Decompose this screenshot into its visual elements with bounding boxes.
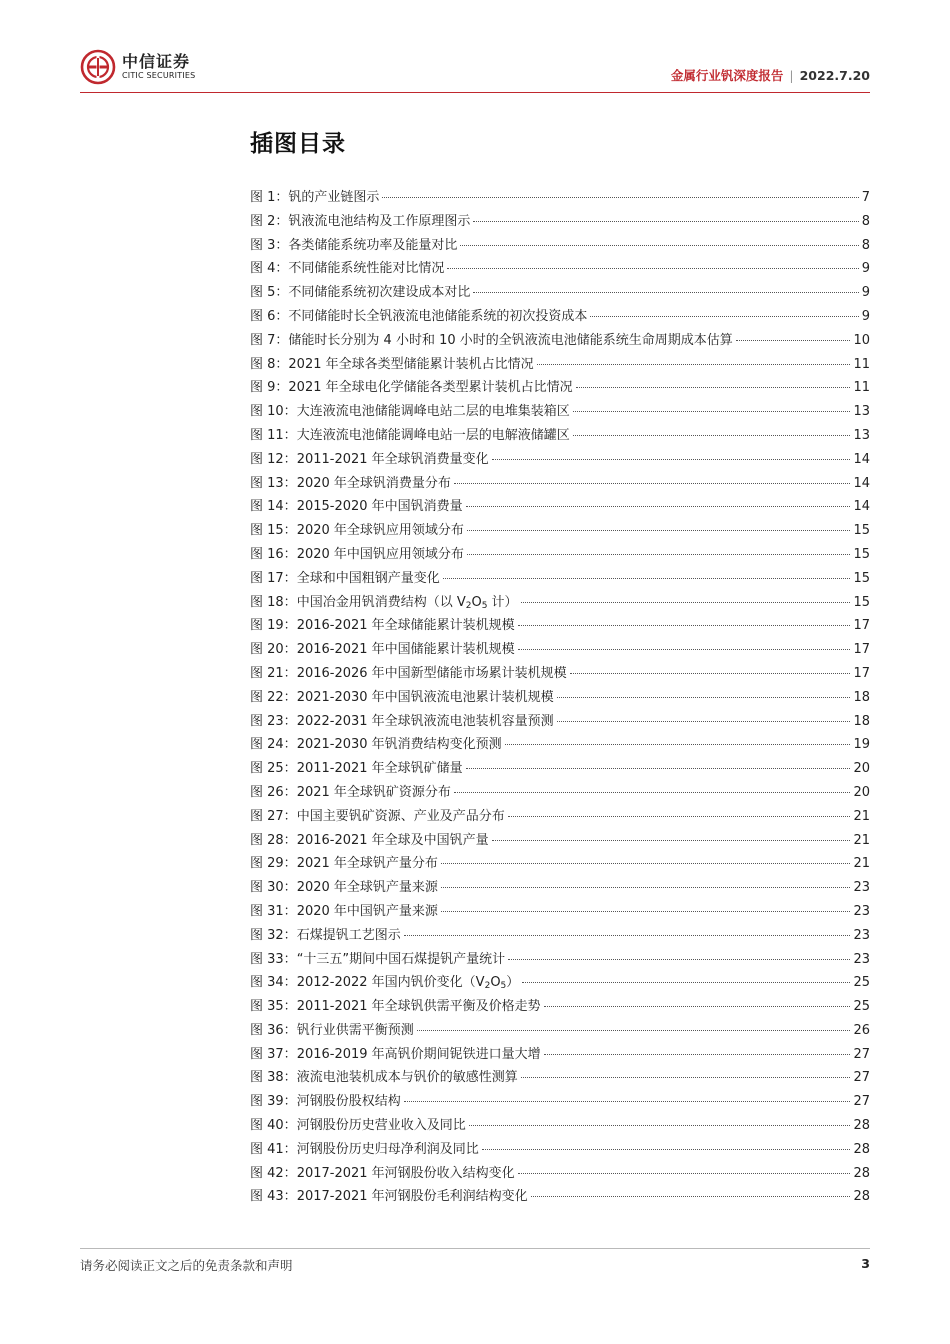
toc-entry-title: 2021 年全球电化学储能各类型累计装机占比情况	[288, 380, 573, 396]
toc-entry-title: 各类储能系统功率及能量对比	[288, 237, 458, 253]
toc-entry-title: 河钢股份历史营业收入及同比	[296, 1118, 466, 1134]
toc-entry[interactable]	[250, 1138, 870, 1162]
toc-entry-title: 2021 年全球钒产量分布	[296, 856, 438, 872]
toc-entry[interactable]	[250, 234, 870, 258]
toc-entry[interactable]	[250, 424, 870, 448]
toc-entry[interactable]	[250, 1162, 870, 1186]
footer-disclaimer[interactable]: 请务必阅读正文之后的免责条款和声明	[80, 1258, 293, 1273]
toc-entry-label: 图 7：	[250, 332, 289, 348]
toc-entry-text	[297, 591, 518, 615]
toc-entry[interactable]	[250, 448, 870, 472]
toc-entry-page: 19	[853, 737, 870, 753]
toc-entry-label: 图 22：	[250, 689, 297, 705]
toc-entry-text	[297, 662, 567, 686]
toc-entry[interactable]	[250, 614, 870, 638]
toc-entry-text	[288, 234, 457, 258]
toc-entry[interactable]	[250, 829, 870, 853]
toc-dot-leader	[570, 673, 851, 674]
toc-entry-label: 图 13：	[250, 475, 297, 491]
toc-entry[interactable]	[250, 1090, 870, 1114]
toc-entry-page: 27	[853, 1094, 870, 1110]
toc-entry-text	[297, 567, 440, 591]
logo-english-name: CITIC SECURITIES	[122, 71, 196, 80]
toc-entry-page: 7	[861, 190, 870, 205]
toc-entry[interactable]	[250, 567, 870, 591]
toc-entry-label: 图 32：	[250, 927, 297, 943]
toc-entry-page: 13	[853, 427, 870, 443]
toc-entry-text	[297, 1043, 541, 1067]
toc-entry-label: 图 30：	[250, 880, 297, 896]
toc-entry-page: 27	[853, 1070, 870, 1086]
toc-entry-page: 14	[853, 451, 870, 467]
toc-entry-label: 图 23：	[250, 713, 297, 729]
toc-entry[interactable]	[250, 400, 870, 424]
toc-entry-label: 图 15：	[250, 523, 297, 539]
toc-dot-leader	[469, 1125, 851, 1126]
toc-entry-title: 2020 年中国钒产量来源	[296, 903, 438, 919]
toc-entry-text	[297, 971, 520, 995]
header-report-info	[671, 66, 870, 84]
toc-entry-page: 8	[861, 237, 870, 253]
toc-dot-leader	[441, 887, 851, 888]
toc-entry-page: 23	[853, 903, 870, 919]
toc-entry-page: 28	[853, 1165, 870, 1181]
toc-entry-label: 图 27：	[250, 808, 297, 824]
toc-entry-page: 23	[853, 951, 870, 967]
toc-entry-page: 11	[853, 356, 870, 372]
toc-entry-label: 图 20：	[250, 642, 297, 658]
citic-logo-icon	[80, 49, 116, 85]
toc-entry-title: 河钢股份历史归母净利润及同比	[296, 1141, 479, 1157]
toc-entry-title: “十三五”期间中国石煤提钒产量统计	[296, 951, 506, 967]
toc-entry-title: 2016-2026 年中国新型储能市场累计装机规模	[296, 665, 567, 681]
toc-entry-title: 不同储能系统初次建设成本对比	[288, 285, 471, 301]
toc-dot-leader	[573, 435, 851, 436]
toc-dot-leader	[443, 578, 851, 579]
toc-entry-label: 图 41：	[250, 1141, 297, 1157]
toc-entry-label: 图 18：	[250, 594, 297, 610]
toc-entry[interactable]	[250, 257, 870, 281]
formula-element: O	[471, 594, 482, 610]
toc-entry-label: 图 14：	[250, 499, 297, 515]
toc-entry[interactable]	[250, 495, 870, 519]
toc-entry-title: 2022-2031 年全球钒液流电池装机容量预测	[296, 713, 554, 729]
toc-entry-text	[297, 495, 463, 519]
toc-entry-text	[297, 757, 463, 781]
toc-dot-leader	[508, 816, 851, 817]
toc-entry-page: 21	[853, 856, 870, 872]
toc-entry-label: 图 16：	[250, 546, 297, 562]
toc-entry-title: 2015-2020 年中国钒消费量	[296, 499, 463, 515]
toc-entry-title: 中国冶金用钒消费结构（以 V	[296, 594, 466, 610]
toc-entry[interactable]	[250, 876, 870, 900]
toc-entry-label: 图 43：	[250, 1189, 297, 1205]
toc-entry-title: 储能时长分别为 4 小时和 10 小时的全钒液流电池储能系统生命周期成本估算	[288, 332, 733, 348]
toc-dot-leader	[557, 721, 851, 722]
toc-entry-page: 13	[853, 404, 870, 420]
toc-entry-label: 图 38：	[250, 1070, 297, 1086]
toc-dot-leader	[518, 649, 851, 650]
toc-dot-leader	[482, 1149, 851, 1150]
header-divider	[80, 92, 870, 93]
toc-entry[interactable]	[250, 519, 870, 543]
toc-entry-title: 2016-2021 年全球及中国钒产量	[296, 832, 489, 848]
toc-dot-leader	[518, 625, 851, 626]
toc-entry-page: 15	[853, 546, 870, 562]
toc-entry-title: 2021-2030 年钒消费结构变化预测	[296, 737, 502, 753]
toc-entry-title: 河钢股份股权结构	[296, 1094, 401, 1110]
toc-entry[interactable]	[250, 472, 870, 496]
toc-entry-page: 15	[853, 594, 870, 610]
toc-entry-page: 11	[853, 380, 870, 396]
toc-entry-text	[297, 519, 464, 543]
toc-entry[interactable]	[250, 281, 870, 305]
toc-entry[interactable]	[250, 376, 870, 400]
toc-entry-label: 图 34：	[250, 975, 297, 991]
toc-entry-text	[288, 210, 470, 234]
toc-dot-leader	[460, 245, 858, 246]
toc-dot-leader	[531, 1196, 851, 1197]
toc-entry-page: 23	[853, 880, 870, 896]
toc-entry-text	[297, 1114, 466, 1138]
toc-entry[interactable]	[250, 686, 870, 710]
toc-entry-title: 2020 年全球钒消费量分布	[296, 475, 451, 491]
toc-entry-label: 图 21：	[250, 665, 297, 681]
toc-entry-label: 图 33：	[250, 951, 297, 967]
toc-entry-title: 2020 年全球钒应用领域分布	[296, 523, 464, 539]
toc-entry-page: 21	[853, 832, 870, 848]
toc-entry-text	[297, 614, 515, 638]
toc-entry[interactable]	[250, 1043, 870, 1067]
toc-entry-text	[297, 472, 451, 496]
toc-entry-page: 9	[861, 308, 870, 324]
toc-dot-leader	[454, 792, 851, 793]
toc-entry[interactable]	[250, 852, 870, 876]
toc-dot-leader	[441, 911, 851, 912]
toc-entry-page: 17	[853, 665, 870, 681]
page-header	[0, 0, 950, 100]
toc-entry-label: 图 3：	[250, 237, 289, 253]
header-date: 2022.7.20	[799, 67, 870, 83]
toc-entry-page: 14	[853, 499, 870, 515]
toc-entry-page: 23	[853, 927, 870, 943]
toc-entry-title: 2012-2022 年国内钒价变化（V	[296, 975, 485, 991]
toc-entry-label: 图 2：	[250, 213, 289, 229]
toc-dot-leader	[590, 316, 858, 317]
toc-entry-title-tail: 计）	[487, 594, 518, 610]
toc-entry-label: 图 26：	[250, 784, 297, 800]
toc-entry-page: 28	[853, 1141, 870, 1157]
toc-entry-text	[297, 733, 502, 757]
toc-entry-label: 图 19：	[250, 618, 297, 634]
toc-entry-text	[288, 305, 587, 329]
toc-entry-title: 2016-2019 年高钒价期间铌铁进口量大增	[296, 1046, 541, 1062]
toc-entry-page: 27	[853, 1046, 870, 1062]
toc-dot-leader	[404, 935, 851, 936]
toc-entry[interactable]	[250, 733, 870, 757]
toc-entry[interactable]	[250, 948, 870, 972]
toc-dot-leader	[454, 483, 851, 484]
toc-dot-leader	[736, 340, 851, 341]
toc-entry-title: 2021-2030 年中国钒液流电池累计装机规模	[296, 689, 554, 705]
toc-entry-title: 液流电池装机成本与钒价的敏感性测算	[296, 1070, 518, 1086]
toc-entry-text	[297, 1019, 414, 1043]
toc-entry[interactable]	[250, 710, 870, 734]
toc-entry-title: 大连液流电池储能调峰电站二层的电堆集装箱区	[296, 404, 570, 420]
toc-entry-label: 图 8：	[250, 356, 289, 372]
toc-entry-text	[297, 1090, 401, 1114]
toc-entry-page: 8	[861, 213, 870, 229]
formula-subscript: 5	[481, 600, 488, 611]
toc-dot-leader	[466, 768, 851, 769]
toc-dot-leader	[544, 1054, 851, 1055]
toc-entry-text	[297, 1066, 518, 1090]
toc-dot-leader	[467, 530, 851, 531]
toc-entry[interactable]	[250, 1114, 870, 1138]
toc-entry[interactable]	[250, 543, 870, 567]
toc-dot-leader	[576, 387, 851, 388]
toc-entry-label: 图 35：	[250, 999, 297, 1015]
toc-entry-page: 21	[853, 808, 870, 824]
header-separator: |	[789, 67, 794, 83]
toc-entry-title: 2011-2021 年全球钒矿储量	[296, 761, 463, 777]
formula-element: O	[490, 975, 501, 991]
toc-entry-text	[297, 1162, 515, 1186]
toc-entry-page: 25	[853, 999, 870, 1015]
toc-entry-page: 14	[853, 475, 870, 491]
toc-entry-title: 2020 年中国钒应用领域分布	[296, 546, 464, 562]
toc-dot-leader	[467, 554, 851, 555]
header-report-title: 金属行业钒深度报告	[670, 68, 784, 83]
toc-entry-page: 17	[853, 642, 870, 658]
toc-entry[interactable]	[250, 1185, 870, 1209]
toc-entry-text	[297, 448, 489, 472]
toc-entry-label: 图 28：	[250, 832, 297, 848]
toc-entry-title-tail: ）	[506, 975, 520, 991]
toc-dot-leader	[508, 959, 850, 960]
logo-chinese-name: 中信证券	[122, 52, 191, 71]
toc-entry-title: 2011-2021 年全球钒消费量变化	[296, 451, 489, 467]
toc-entry-label: 图 40：	[250, 1118, 297, 1134]
toc-entry-title: 2020 年全球钒产量来源	[296, 880, 438, 896]
toc-entry[interactable]	[250, 1019, 870, 1043]
footer-divider	[80, 1248, 870, 1249]
toc-dot-leader	[473, 221, 858, 222]
toc-entry-page: 10	[853, 332, 870, 348]
formula-subscript: 2	[465, 600, 472, 611]
toc-entry-title: 2021 年全球钒矿资源分布	[296, 784, 451, 800]
toc-entry-title: 2016-2021 年中国储能累计装机规模	[296, 642, 515, 658]
toc-entry[interactable]	[250, 971, 870, 995]
toc-entry-label: 图 9：	[250, 380, 289, 396]
toc-entry-label: 图 25：	[250, 761, 297, 777]
toc-entry-text	[288, 376, 572, 400]
toc-entry[interactable]	[250, 757, 870, 781]
toc-entry-page: 20	[853, 761, 870, 777]
toc-entry-page: 15	[853, 570, 870, 586]
toc-entry[interactable]	[250, 662, 870, 686]
toc-entry-text	[288, 329, 732, 353]
toc-dot-leader	[505, 744, 851, 745]
toc-entry-label: 图 4：	[250, 261, 289, 277]
toc-entry[interactable]	[250, 353, 870, 377]
toc-entry-text	[297, 805, 505, 829]
toc-entry-text	[297, 710, 554, 734]
toc-entry-text	[297, 1185, 528, 1209]
toc-entry-title: 不同储能系统性能对比情况	[288, 261, 445, 277]
toc-entry-page: 18	[853, 689, 870, 705]
toc-dot-leader	[544, 1006, 851, 1007]
toc-dot-leader	[404, 1101, 851, 1102]
toc-entry-label: 图 11：	[250, 427, 297, 443]
toc-entry-page: 25	[853, 975, 870, 991]
toc-dot-leader	[492, 840, 851, 841]
citic-logo	[80, 48, 195, 86]
toc-dot-leader	[382, 197, 858, 198]
toc-entry-label: 图 31：	[250, 903, 297, 919]
toc-entry-label: 图 1：	[250, 190, 289, 205]
toc-entry-title: 石煤提钒工艺图示	[296, 927, 401, 943]
toc-dot-leader	[473, 292, 858, 293]
toc-entry-page: 17	[853, 618, 870, 634]
toc-entry-label: 图 42：	[250, 1165, 297, 1181]
toc-entry-text	[297, 638, 515, 662]
toc-entry-text	[297, 995, 541, 1019]
toc-entry-title: 全球和中国粗钢产量变化	[296, 570, 440, 586]
toc-entry-page: 28	[853, 1189, 870, 1205]
toc-entry-text	[297, 852, 438, 876]
toc-entry-page: 9	[861, 285, 870, 301]
formula-subscript: 2	[484, 981, 491, 992]
toc-entry[interactable]	[250, 995, 870, 1019]
toc-dot-leader	[522, 982, 850, 983]
toc-entry-label: 图 24：	[250, 737, 297, 753]
toc-entry-label: 图 39：	[250, 1094, 297, 1110]
toc-dot-leader	[466, 506, 851, 507]
toc-entry-text	[297, 876, 438, 900]
toc-dot-leader	[537, 364, 851, 365]
toc-entry[interactable]	[250, 924, 870, 948]
toc-dot-leader	[557, 697, 851, 698]
toc-entry-label: 图 10：	[250, 404, 297, 420]
toc-entry-label: 图 17：	[250, 570, 297, 586]
toc-entry-page: 15	[853, 523, 870, 539]
toc-entry-text	[297, 686, 554, 710]
toc-entry[interactable]	[250, 638, 870, 662]
toc-entry-label: 图 37：	[250, 1046, 297, 1062]
toc-entry-page: 18	[853, 713, 870, 729]
toc-entry-title: 钒液流电池结构及工作原理图示	[288, 213, 471, 229]
toc-entry-text	[297, 424, 570, 448]
toc-dot-leader	[492, 459, 851, 460]
toc-entry[interactable]	[250, 591, 870, 615]
toc-entry[interactable]	[250, 186, 870, 210]
toc-entry-page: 28	[853, 1118, 870, 1134]
toc-dot-leader	[573, 411, 851, 412]
toc-entry-title: 2016-2021 年全球储能累计装机规模	[296, 618, 515, 634]
toc-entry[interactable]	[250, 900, 870, 924]
toc-entry-title: 2017-2021 年河钢股份收入结构变化	[296, 1165, 515, 1181]
toc-entry-label: 图 5：	[250, 285, 289, 301]
toc-entry-page: 20	[853, 784, 870, 800]
toc-entry-title: 大连液流电池储能调峰电站一层的电解液储罐区	[296, 427, 570, 443]
toc-entry-label: 图 12：	[250, 451, 297, 467]
toc-entry[interactable]	[250, 781, 870, 805]
toc-entry-text	[297, 781, 451, 805]
toc-dot-leader	[441, 863, 851, 864]
toc-entry-title: 中国主要钒矿资源、产业及产品分布	[296, 808, 505, 824]
toc-entry-label: 图 29：	[250, 856, 297, 872]
toc-entry-page: 9	[861, 261, 870, 277]
toc-entry-text	[297, 948, 505, 972]
toc-entry[interactable]	[250, 210, 870, 234]
toc-entry-title: 2021 年全球各类型储能累计装机占比情况	[288, 356, 534, 372]
toc-entry-text	[297, 829, 489, 853]
figure-toc-list	[250, 186, 870, 1209]
toc-entry-text	[297, 900, 438, 924]
toc-entry-title: 钒行业供需平衡预测	[296, 1022, 414, 1038]
toc-dot-leader	[417, 1030, 851, 1031]
toc-dot-leader	[521, 602, 851, 603]
formula-subscript: 5	[500, 981, 507, 992]
toc-entry-title: 2011-2021 年全球钒供需平衡及价格走势	[296, 999, 541, 1015]
toc-dot-leader	[518, 1173, 851, 1174]
toc-entry-text	[288, 353, 533, 377]
toc-entry-label: 图 6：	[250, 308, 289, 324]
toc-entry-text	[288, 281, 470, 305]
toc-entry[interactable]	[250, 805, 870, 829]
toc-entry-text	[288, 257, 444, 281]
toc-entry-text	[297, 924, 401, 948]
toc-entry-text	[297, 400, 570, 424]
toc-entry[interactable]	[250, 329, 870, 353]
toc-entry-text	[288, 186, 379, 210]
toc-entry-page: 26	[853, 1022, 870, 1038]
toc-entry-title: 钒的产业链图示	[288, 190, 380, 205]
toc-entry-title: 不同储能时长全钒液流电池储能系统的初次投资成本	[288, 308, 588, 324]
toc-dot-leader	[447, 268, 858, 269]
toc-entry[interactable]	[250, 305, 870, 329]
toc-entry-label: 图 36：	[250, 1022, 297, 1038]
toc-dot-leader	[521, 1077, 851, 1078]
page-title: 插图目录	[250, 131, 346, 157]
toc-entry-title: 2017-2021 年河钢股份毛利润结构变化	[296, 1189, 528, 1205]
toc-entry-text	[297, 543, 464, 567]
toc-entry-text	[297, 1138, 479, 1162]
toc-entry[interactable]	[250, 1066, 870, 1090]
footer-page-number: 3	[861, 1256, 870, 1271]
